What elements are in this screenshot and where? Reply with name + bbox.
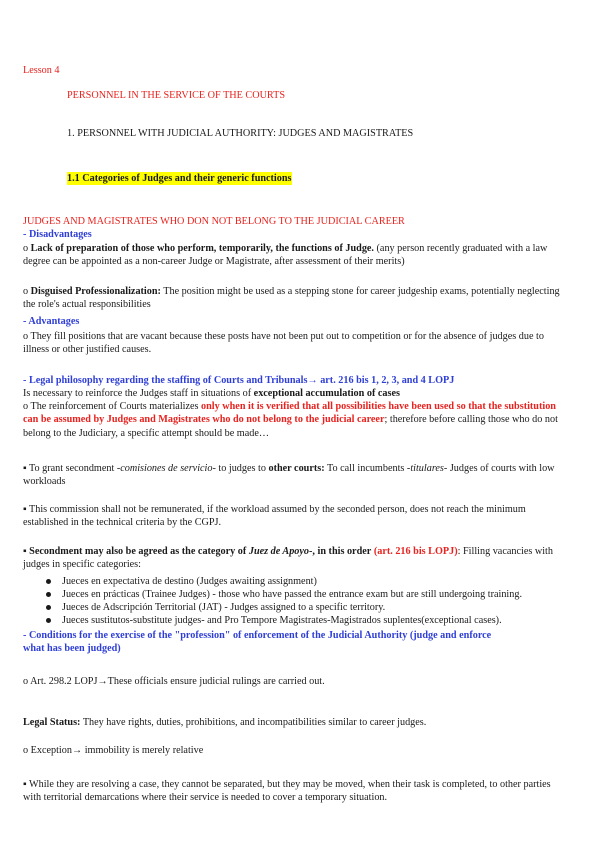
exception-text: immobility is merely relative bbox=[82, 745, 204, 756]
legal-status-bold: Legal Status: bbox=[23, 717, 81, 728]
reinforcement-text-a: The reinforcement of Courts materializes bbox=[30, 401, 202, 412]
disadvantages-label: - Disadvantages bbox=[23, 229, 92, 240]
legal-philosophy-label: - Legal philosophy regarding the staffing of Courts and Tribunals bbox=[23, 375, 308, 386]
necessary-bold: exceptional accumulation of cases bbox=[253, 388, 400, 399]
grant-text-d: - Judges of courts with low workloads bbox=[23, 463, 555, 488]
section-heading: 1. PERSONNEL WITH JUDICIAL AUTHORITY: JUDGES AND MAGISTRATES bbox=[67, 128, 414, 139]
lesson-label: Lesson 4 bbox=[23, 65, 60, 76]
grant-text-b: - to judges to bbox=[212, 463, 269, 474]
reinforcement-highlight: only when it is verified that all possibilities have been used so that the substitution can be assumed by Judges and Magistrates who do not belong to the judicial career bbox=[23, 401, 556, 426]
bullet-square: ▪ bbox=[23, 546, 27, 557]
arrow-icon: → bbox=[71, 745, 83, 756]
disadvantage-2-text: The position might be used as a stepping stone for career judgeship exams, potentially neglecting the role's actual responsibilities bbox=[23, 286, 560, 311]
bullet-square: ▪ bbox=[23, 463, 27, 474]
bullet-o: o bbox=[23, 745, 29, 756]
secondment-support-paragraph bbox=[23, 545, 571, 572]
secondment-rest: : Filling vacancies with judges in specific categories: bbox=[23, 546, 553, 571]
disadvantage-1-text: (any person recently graduated with a law degree can be appointed as a non-career Judge or Magistrate, after assessment of their merits) bbox=[23, 243, 548, 268]
list-item: Jueces en prácticas (Trainee Judges) - those who have passed the entrance exam but are still undergoing training. bbox=[46, 588, 522, 601]
arrow-icon: → bbox=[307, 375, 318, 386]
disadvantage-2-bold: Disguised Professionalization: bbox=[30, 286, 161, 297]
commission-paragraph bbox=[23, 503, 571, 530]
legal-philosophy-heading bbox=[23, 374, 454, 387]
advantages-label: - Advantages bbox=[23, 316, 80, 327]
resolving-text: While they are resolving a case, they cannot be separated, but they may be moved, when their task is completed, to other parties with territorial demarcations where their service is needed to cover a temporary situation. bbox=[23, 779, 551, 804]
art-298-line bbox=[23, 675, 325, 688]
bullet-square: ▪ bbox=[23, 504, 27, 515]
grant-secondment-paragraph bbox=[23, 462, 571, 489]
commission-text: This commission shall not be remunerated, if the workload assumed by the seconded person, does not reach the minimum established in the technical criteria by the CGPJ. bbox=[23, 504, 526, 529]
grant-text-c: To call incumbents - bbox=[324, 463, 411, 474]
non-career-heading: JUDGES AND MAGISTRATES WHO DON NOT BELONG TO THE JUDICIAL CAREER bbox=[23, 216, 405, 227]
reinforcement-paragraph bbox=[23, 400, 571, 440]
secondment-ref: (art. 216 bis LOPJ) bbox=[373, 546, 458, 557]
list-item: Jueces en expectativa de destino (Judges awaiting assignment) bbox=[46, 575, 522, 588]
art-298-text: These officials ensure judicial rulings are carried out. bbox=[107, 676, 325, 687]
bullet-square: ▪ bbox=[23, 779, 27, 790]
secondment-bold-a: Secondment may also be agreed as the category of bbox=[29, 546, 249, 557]
grant-italic-2: titulares bbox=[410, 463, 444, 474]
disadvantage-1 bbox=[23, 242, 571, 269]
bullet-o: o bbox=[23, 331, 29, 342]
secondment-italic: Juez de Apoyo bbox=[248, 546, 310, 557]
necessary-text: Is necessary to reinforce the Judges staff in situations of bbox=[23, 388, 254, 399]
conditions-heading: - Conditions for the exercise of the "profession" of enforcement of the Judicial Authority (judge and enforce what has been judged) bbox=[23, 630, 492, 655]
bullet-o: o bbox=[23, 401, 29, 412]
art-298-ref: Art. 298.2 LOPJ bbox=[30, 676, 98, 687]
bullet-o: o bbox=[23, 286, 29, 297]
exception-label: Exception bbox=[30, 745, 72, 756]
bullet-o: o bbox=[23, 676, 29, 687]
arrow-icon: → bbox=[97, 676, 108, 687]
grant-text-a: To grant secondment - bbox=[29, 463, 121, 474]
secondment-bold-b: -, in this order bbox=[309, 546, 372, 557]
subsection-heading: 1.1 Categories of Judges and their generic functions bbox=[67, 173, 292, 184]
legal-philosophy-ref: art. 216 bis 1, 2, 3, and 4 LOPJ bbox=[317, 375, 455, 386]
necessary-line bbox=[23, 387, 400, 400]
exception-line bbox=[23, 744, 203, 757]
grant-bold: other courts: bbox=[268, 463, 325, 474]
legal-status-line bbox=[23, 716, 426, 729]
disadvantage-2 bbox=[23, 285, 571, 312]
resolving-paragraph bbox=[23, 778, 571, 805]
advantage-1-text: They fill positions that are vacant because these posts have not been put out to competition or for the absence of judges due to illness or other justified causes. bbox=[23, 331, 544, 356]
document-title: PERSONNEL IN THE SERVICE OF THE COURTS bbox=[67, 90, 285, 101]
grant-italic: comisiones de servicio bbox=[120, 463, 213, 474]
disadvantage-1-bold: Lack of preparation of those who perform, temporarily, the functions of Judge. bbox=[30, 243, 374, 254]
bullet-o: o bbox=[23, 243, 29, 254]
judge-categories-list bbox=[46, 575, 522, 627]
advantage-1 bbox=[23, 330, 571, 357]
legal-status-text: They have rights, duties, prohibitions, and incompatibilities similar to career judges. bbox=[80, 717, 427, 728]
list-item: Jueces de Adscripción Territorial (JAT) - Judges assigned to a specific territory. bbox=[46, 601, 522, 614]
reinforcement-text-b: ; therefore before calling those who do not belong to the Judiciary, a specific attempt should be made… bbox=[23, 414, 558, 439]
list-item: Jueces sustitutos-substitute judges- and Pro Tempore Magistrates-Magistrados suplentes(exceptional cases). bbox=[46, 614, 522, 627]
